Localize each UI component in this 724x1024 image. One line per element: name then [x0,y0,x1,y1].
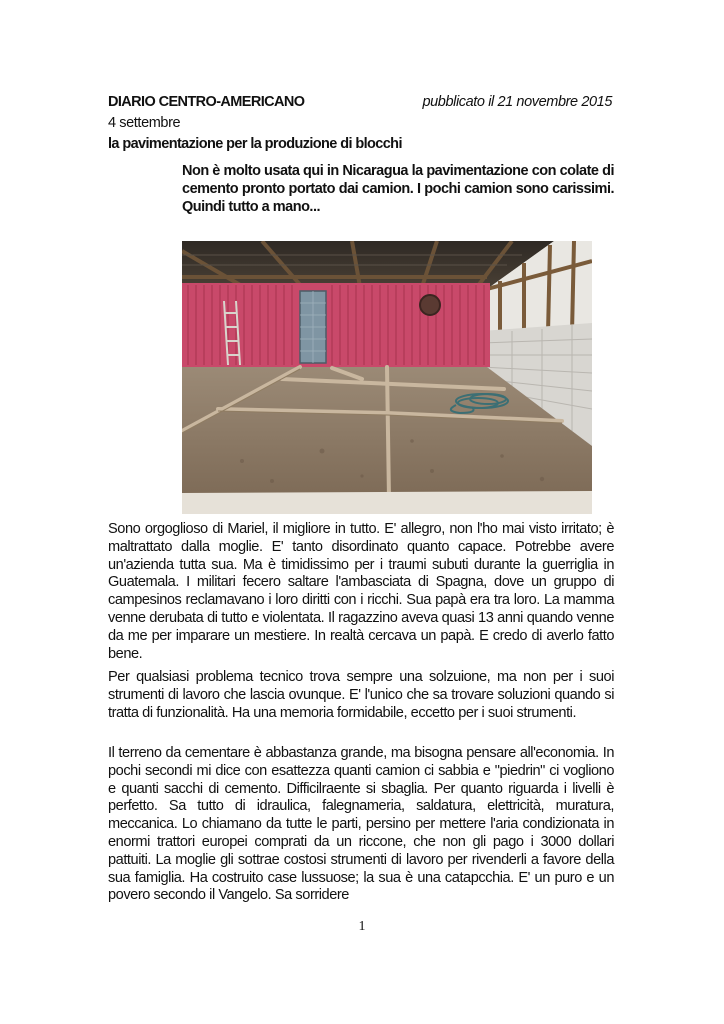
front-edge [182,491,592,514]
paragraph-mariel: Sono orgoglioso di Mariel, il migliore in tutto. E' allegro, non l'ho mai visto irritato; è maltrattato dalla moglie. E' tanto disordinato quanto capace. Potrebbe avere un'azienda tutta sua. Ma è timidissimo per i traumi subuti durante la guerriglia in Guatemala. I militari fecero saltare l'ambasciata di Spagna, dove un gruppo di campesinos reclamavano i loro diritti con i ricchi. Sua papà era tra loro. La mamma venne derubata di tutto e violentata. Il ragazzino aveva quasi 13 anni quando venne da me per imparare un mestiere. In realtà cercava un papà. E credo di averlo fatto bene. [108,521,614,662]
entry-date: 4 settembre [108,115,181,131]
publication-date: pubblicato il 21 novembre 2015 [422,94,612,110]
paragraph-terrain: Il terreno da cementare è abbastanza grande, ma bisogna pensare all'economia. In pochi secondi mi dice con esattezza quanti camion ci sabbia e "piedrin" ci vogliono e quanti sacchi di cemento. Difficilraente si sbaglia. Per quanto riguarda i livelli è perfetto. Sa tutto di idraulica, falegnameria, saldatura, elettricità, muratura, meccanica. Lo chiamano da tutte le parti, persino per mettere l'aria condizionata in enormi trattori europei comprati da un riccone, che non gli pago i 3000 dollari pattuiti. La moglie gli sottrae costosi strumenti di lavoro per rivenderli a favore della sua famiglia. Ha costruito case lussuose; la sua è una catapcchia. E' un puro e un povero secondo il Vangelo. Sa sorridere [108,745,614,904]
header-row [108,94,612,114]
entry-subtitle: la pavimentazione per la produzione di blocchi [108,136,402,152]
entry-lede: Non è molto usata qui in Nicaragua la pavimentazione con colate di cemento pronto portato dai camion. I pochi camion sono carissimi. Quindi tutto a mano... [182,163,614,215]
diary-title: DIARIO CENTRO-AMERICANO [108,94,305,110]
paragraph-tools: Per qualsiasi problema tecnico trova sempre una solzuione, ma non per i suoi strumenti di lavoro che lascia ovunque. E' l'unico che sa trovare soluzioni quando si tratta di funzionalità. Ha una memoria formidabile, eccetto per i suoi strumenti. [108,669,614,721]
page-number: 1 [358,919,366,934]
photo-floor-forms [182,241,592,514]
